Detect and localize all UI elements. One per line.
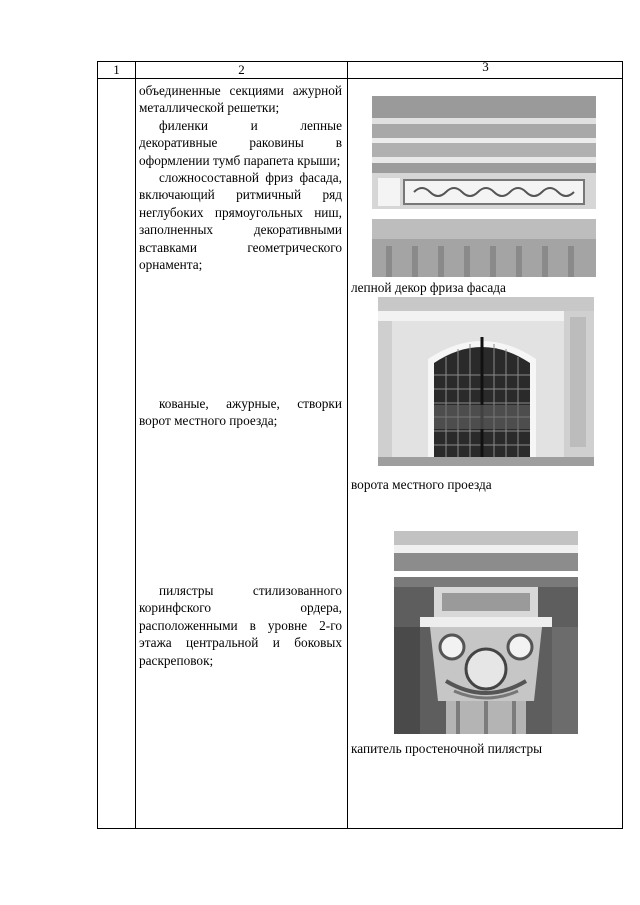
header-col-1: 1 [113, 62, 120, 77]
item-1-paragraph-1: объединенные секциями ажурной металлической решетки; [139, 83, 342, 116]
column-divider-1 [135, 61, 136, 829]
item-2-paragraph-1: кованые, ажурные, створки ворот местного проезда; [139, 396, 342, 429]
item-1-description [139, 82, 342, 273]
item-1-caption: лепной декор фриза фасада [351, 280, 506, 295]
item-2-description [139, 395, 342, 430]
header-col-3: 3 [482, 59, 489, 74]
item-2-caption: ворота местного проезда [351, 477, 492, 492]
column-divider-2 [347, 61, 348, 829]
header-col-2: 2 [238, 62, 245, 77]
item-3-description [139, 582, 342, 669]
item-1-paragraph-2: филенки и лепные декоративные раковины в оформлении тумб парапета крыши; [139, 117, 342, 168]
item-3-caption: капитель простеночной пилястры [351, 741, 543, 756]
frieze-photo [372, 96, 596, 277]
item-3-paragraph-1: пилястры стилизованного коринфского ордера, расположенными в уровне 2-го этажа центральной и боковых раскреповок; [139, 583, 342, 668]
header-divider [97, 78, 623, 79]
capital-photo [394, 531, 578, 734]
gate-photo [378, 297, 594, 466]
item-1-paragraph-3: сложносоставной фриз фасада, включающий ритмичный ряд неглубоких прямоугольных ниш, заполненных декоративными вставками геометрического орнамента; [139, 170, 342, 273]
